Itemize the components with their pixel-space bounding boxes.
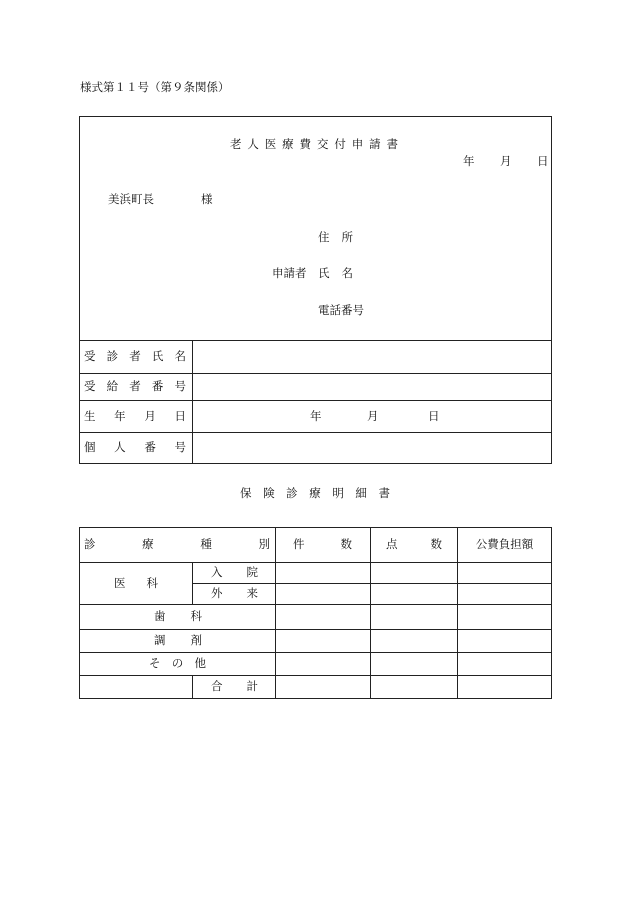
personal-number-row — [80, 433, 551, 463]
total-label: 合 計 — [211, 681, 258, 693]
applicant-name-label: 氏 名 — [318, 268, 353, 280]
inpatient-points-cell — [371, 563, 458, 584]
phone-number-label: 電話番号 — [318, 305, 364, 317]
header-public-expense-cell — [458, 528, 552, 563]
header-points: 点 数 — [386, 539, 442, 551]
dispensing-row — [80, 630, 552, 653]
birth-date-day-label: 日 — [428, 410, 440, 423]
addressee-honorific: 様 — [201, 194, 213, 206]
form-title: 老 人 医 療 費 交 付 申 請 書 — [230, 139, 398, 151]
recipient-number-value-cell — [193, 374, 551, 400]
header-points-cell — [371, 528, 458, 563]
form-number: 様式第１１号（第９条関係） — [80, 82, 230, 94]
date-day-label: 日 — [537, 156, 549, 168]
recipient-number-label-cell — [80, 374, 193, 400]
header-public-expense: 公費負担額 — [475, 539, 534, 551]
inpatient-cell — [193, 563, 276, 584]
dental-points-cell — [371, 605, 458, 630]
total-row — [80, 676, 552, 699]
applicant-label: 申請者 — [272, 268, 307, 280]
statement-title: 保 険 診 療 明 細 書 — [240, 488, 390, 500]
other-row — [80, 653, 552, 676]
patient-name-row — [80, 341, 551, 374]
other-cell — [80, 653, 276, 676]
patient-name-label-cell — [80, 341, 193, 373]
medical-label: 医 科 — [114, 577, 158, 590]
total-cell — [193, 676, 276, 699]
dispensing-public-expense-cell — [458, 630, 552, 653]
total-blank-cell — [80, 676, 193, 699]
dispensing-cell — [80, 630, 276, 653]
application-header-section — [80, 117, 551, 341]
personal-number-label: 個 人 番 号 — [84, 442, 186, 454]
birth-date-row — [80, 401, 551, 433]
header-count-cell — [276, 528, 371, 563]
recipient-number-label: 受 給 者 番 号 — [84, 381, 186, 393]
dispensing-count-cell — [276, 630, 371, 653]
birth-date-year-label: 年 — [310, 410, 322, 423]
dental-count-cell — [276, 605, 371, 630]
date-month-label: 月 — [500, 156, 512, 168]
recipient-number-row — [80, 374, 551, 401]
outpatient-public-expense-cell — [458, 584, 552, 605]
total-points-cell — [371, 676, 458, 699]
patient-name-label: 受 診 者 氏 名 — [84, 351, 186, 363]
dental-cell — [80, 605, 276, 630]
dental-row — [80, 605, 552, 630]
address-label: 住 所 — [318, 232, 353, 244]
outpatient-count-cell — [276, 584, 371, 605]
personal-number-label-cell — [80, 433, 193, 463]
outpatient-label: 外 来 — [211, 588, 258, 600]
outpatient-points-cell — [371, 584, 458, 605]
inpatient-public-expense-cell — [458, 563, 552, 584]
personal-number-value-cell — [193, 433, 551, 463]
other-count-cell — [276, 653, 371, 676]
header-count: 件 数 — [293, 539, 352, 551]
header-category: 診 療 種 別 — [84, 539, 270, 551]
addressee-name: 美浜町長 — [108, 194, 154, 206]
statement-header-row — [80, 528, 552, 563]
birth-date-month-label: 月 — [367, 410, 379, 423]
other-points-cell — [371, 653, 458, 676]
birth-date-value-cell — [193, 401, 551, 432]
medical-cell — [80, 563, 193, 605]
birth-date-label-cell — [80, 401, 193, 432]
inpatient-label: 入 院 — [211, 567, 258, 579]
total-count-cell — [276, 676, 371, 699]
dental-label: 歯 科 — [154, 611, 202, 623]
birth-date-label: 生 年 月 日 — [84, 410, 186, 423]
inpatient-count-cell — [276, 563, 371, 584]
total-public-expense-cell — [458, 676, 552, 699]
outpatient-cell — [193, 584, 276, 605]
dental-public-expense-cell — [458, 605, 552, 630]
date-year-label: 年 — [463, 156, 475, 168]
other-label: そ の 他 — [149, 658, 206, 670]
header-category-cell — [80, 528, 276, 563]
medical-inpatient-row — [80, 563, 552, 584]
application-form-box — [79, 116, 552, 464]
patient-name-value-cell — [193, 341, 551, 373]
dispensing-label: 調 剤 — [154, 635, 202, 647]
statement-table — [79, 527, 552, 699]
dispensing-points-cell — [371, 630, 458, 653]
other-public-expense-cell — [458, 653, 552, 676]
